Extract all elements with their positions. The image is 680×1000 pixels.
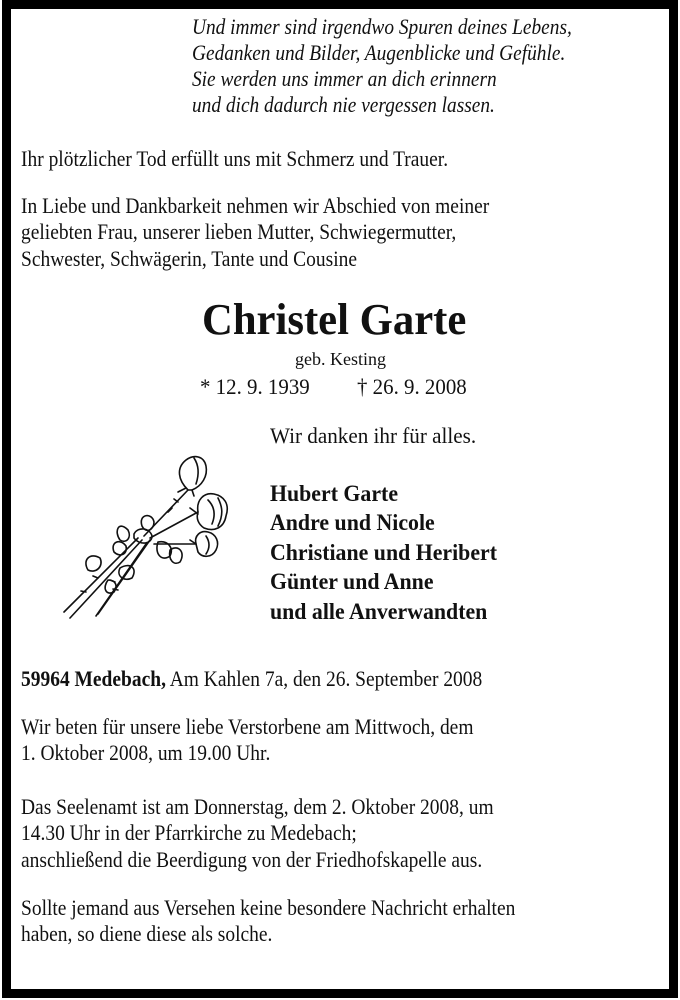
intro-line: Ihr plötzlicher Tod erfüllt uns mit Schmerz und Trauer.	[21, 146, 449, 171]
intro-paragraph-line: In Liebe und Dankbarkeit nehmen wir Abschied von meiner	[21, 193, 490, 218]
prayer-line: 1. Oktober 2008, um 19.00 Uhr.	[21, 740, 271, 765]
notice-line: haben, so diene diese als solche.	[21, 921, 273, 946]
thanks-line: Wir danken ihr für alles.	[270, 423, 477, 448]
funeral-line: anschließend die Beerdigung von der Friedhofskapelle aus.	[21, 847, 483, 872]
poem-line: Gedanken und Bilder, Augenblicke und Gefühle.	[192, 40, 566, 65]
family-member: Christiane und Heribert	[270, 540, 498, 565]
birth-date: * 12. 9. 1939	[200, 374, 310, 399]
funeral-line: Das Seelenamt ist am Donnerstag, dem 2. Oktober 2008, um	[21, 794, 494, 819]
family-member: Günter und Anne	[270, 569, 434, 594]
notice-line: Sollte jemand aus Versehen keine besondere Nachricht erhalten	[21, 895, 516, 920]
intro-paragraph-line: Schwester, Schwägerin, Tante und Cousine	[21, 246, 357, 271]
address-place: 59964 Medebach,	[21, 666, 166, 691]
poem-line: Und immer sind irgendwo Spuren deines Lebens,	[192, 14, 572, 39]
deceased-name: Christel Garte	[202, 295, 467, 344]
intro-paragraph-line: geliebten Frau, unserer lieben Mutter, Schwiegermutter,	[21, 219, 457, 244]
address-rest: Am Kahlen 7a, den 26. September 2008	[165, 666, 483, 691]
address-line	[21, 668, 482, 690]
roses-illustration-icon	[58, 440, 238, 620]
family-member: Hubert Garte	[270, 481, 399, 506]
poem-line: Sie werden uns immer an dich erinnern	[192, 66, 497, 91]
death-date: † 26. 9. 2008	[357, 374, 467, 399]
prayer-line: Wir beten für unsere liebe Verstorbene am Mittwoch, dem	[21, 714, 474, 739]
maiden-name: geb. Kesting	[295, 349, 386, 369]
funeral-line: 14.30 Uhr in der Pfarrkirche zu Medebach;	[21, 820, 357, 845]
family-member: Andre und Nicole	[270, 510, 435, 535]
family-member: und alle Anverwandten	[270, 599, 488, 624]
poem-line: und dich dadurch nie vergessen lassen.	[192, 92, 495, 117]
